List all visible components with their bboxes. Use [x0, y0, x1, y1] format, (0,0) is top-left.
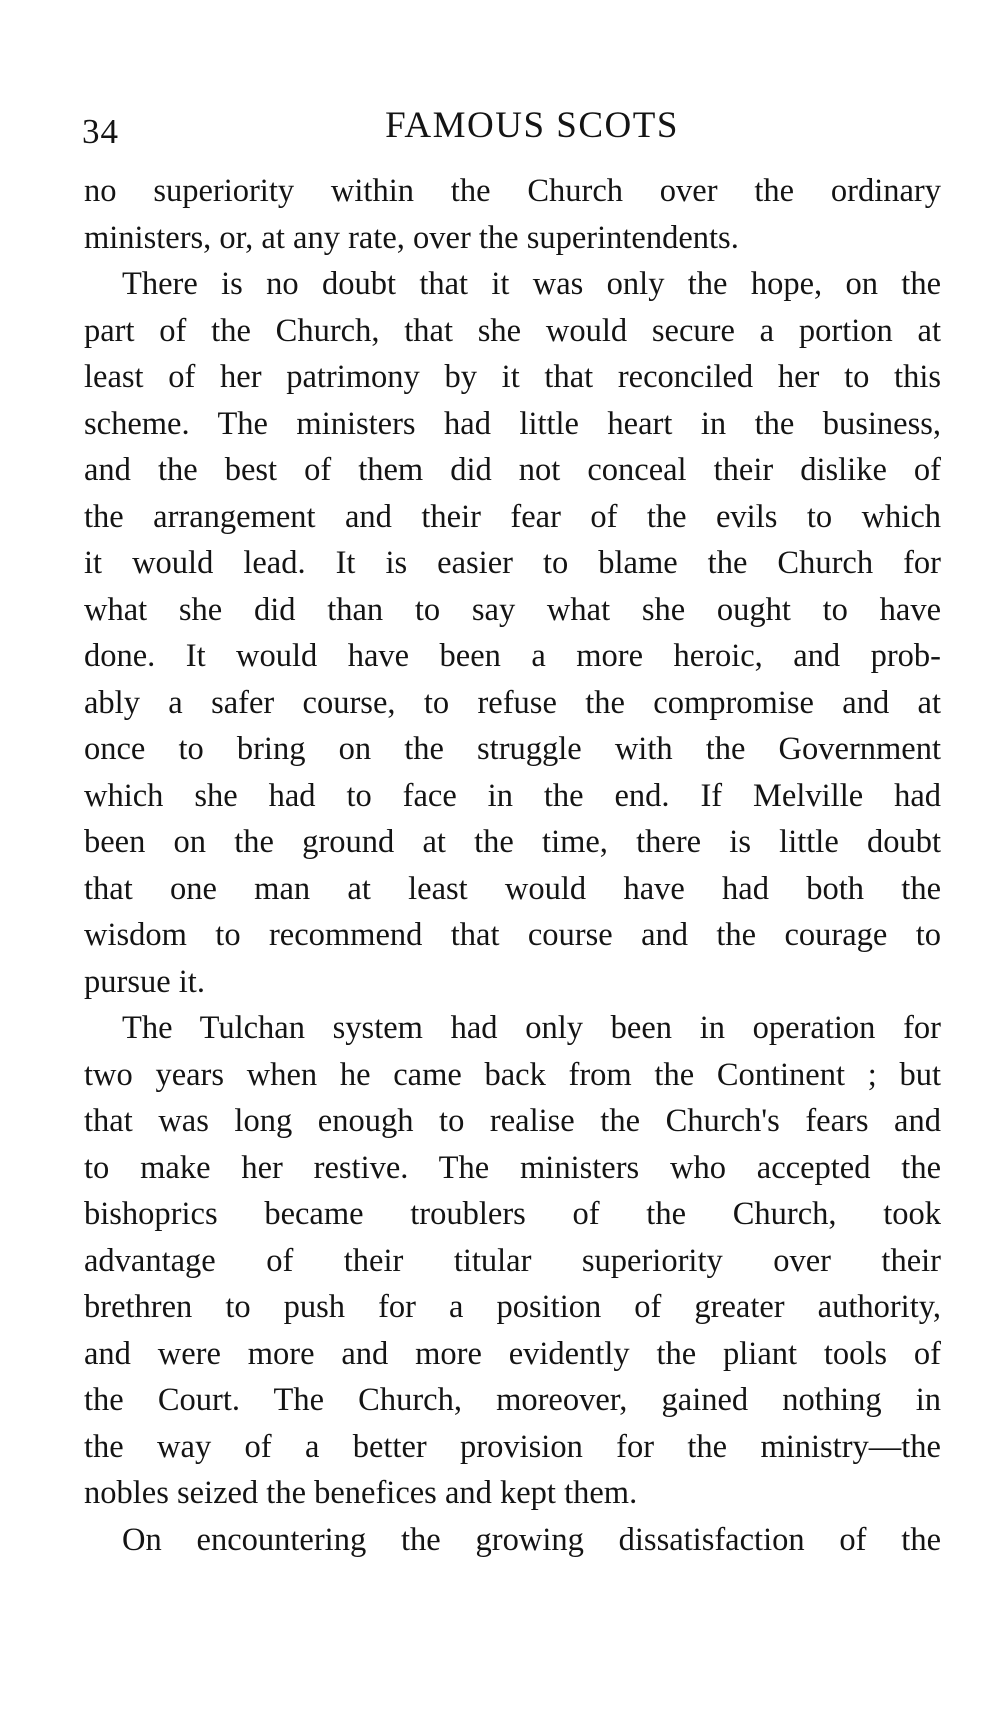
text-line: brethren to push for a position of greater authority,: [84, 1289, 941, 1325]
text-line: part of the Church, that she would secure a portion at: [84, 312, 941, 349]
text-line: that one man at least would have had both the: [84, 870, 941, 907]
text-line: that was long enough to realise the Church's fears and: [84, 1103, 941, 1139]
text-line: nobles seized the benefices and kept them.: [84, 1475, 638, 1511]
text-line: been on the ground at the time, there is little doubt: [84, 824, 941, 860]
text-line: which she had to face in the end. If Melville had: [84, 777, 941, 814]
text-line: advantage of their titular superiority over their: [84, 1242, 941, 1279]
text-line: done. It would have been a more heroic, and prob-: [84, 638, 941, 674]
text-line: it would lead. It is easier to blame the Church for: [84, 545, 941, 581]
text-line: wisdom to recommend that course and the courage to: [84, 917, 941, 953]
text-line: ably a safer course, to refuse the compromise and at: [84, 684, 941, 721]
text-line: what she did than to say what she ought to have: [84, 591, 941, 628]
text-line: and the best of them did not conceal their dislike of: [84, 452, 941, 488]
text-line: pursue it.: [84, 963, 205, 1000]
text-line: once to bring on the struggle with the Government: [84, 731, 941, 767]
text-line: no superiority within the Church over the ordinary: [84, 173, 941, 209]
text-line: to make her restive. The ministers who accepted the: [84, 1149, 941, 1186]
text-line: the arrangement and their fear of the evils to which: [84, 498, 941, 535]
page-number: 34: [82, 112, 119, 151]
text-line: least of her patrimony by it that reconciled her to this: [84, 359, 941, 395]
text-line: the Court. The Church, moreover, gained nothing in: [84, 1382, 941, 1418]
text-line: scheme. The ministers had little heart in the business,: [84, 405, 941, 442]
text-line: There is no doubt that it was only the hope, on the: [122, 266, 941, 302]
text-line: On encountering the growing dissatisfaction of the: [122, 1521, 941, 1558]
text-line: ministers, or, at any rate, over the superintendents.: [84, 219, 739, 256]
text-line: two years when he came back from the Continent ; but: [84, 1056, 941, 1093]
running-title: FAMOUS SCOTS: [385, 105, 679, 146]
running-head: [82, 100, 942, 160]
body-text: [84, 168, 941, 1563]
text-line: The Tulchan system had only been in operation for: [122, 1010, 941, 1046]
text-line: the way of a better provision for the ministry—the: [84, 1428, 941, 1465]
text-line: and were more and more evidently the pliant tools of: [84, 1335, 941, 1372]
text-line: bishoprics became troublers of the Church, took: [84, 1196, 941, 1232]
